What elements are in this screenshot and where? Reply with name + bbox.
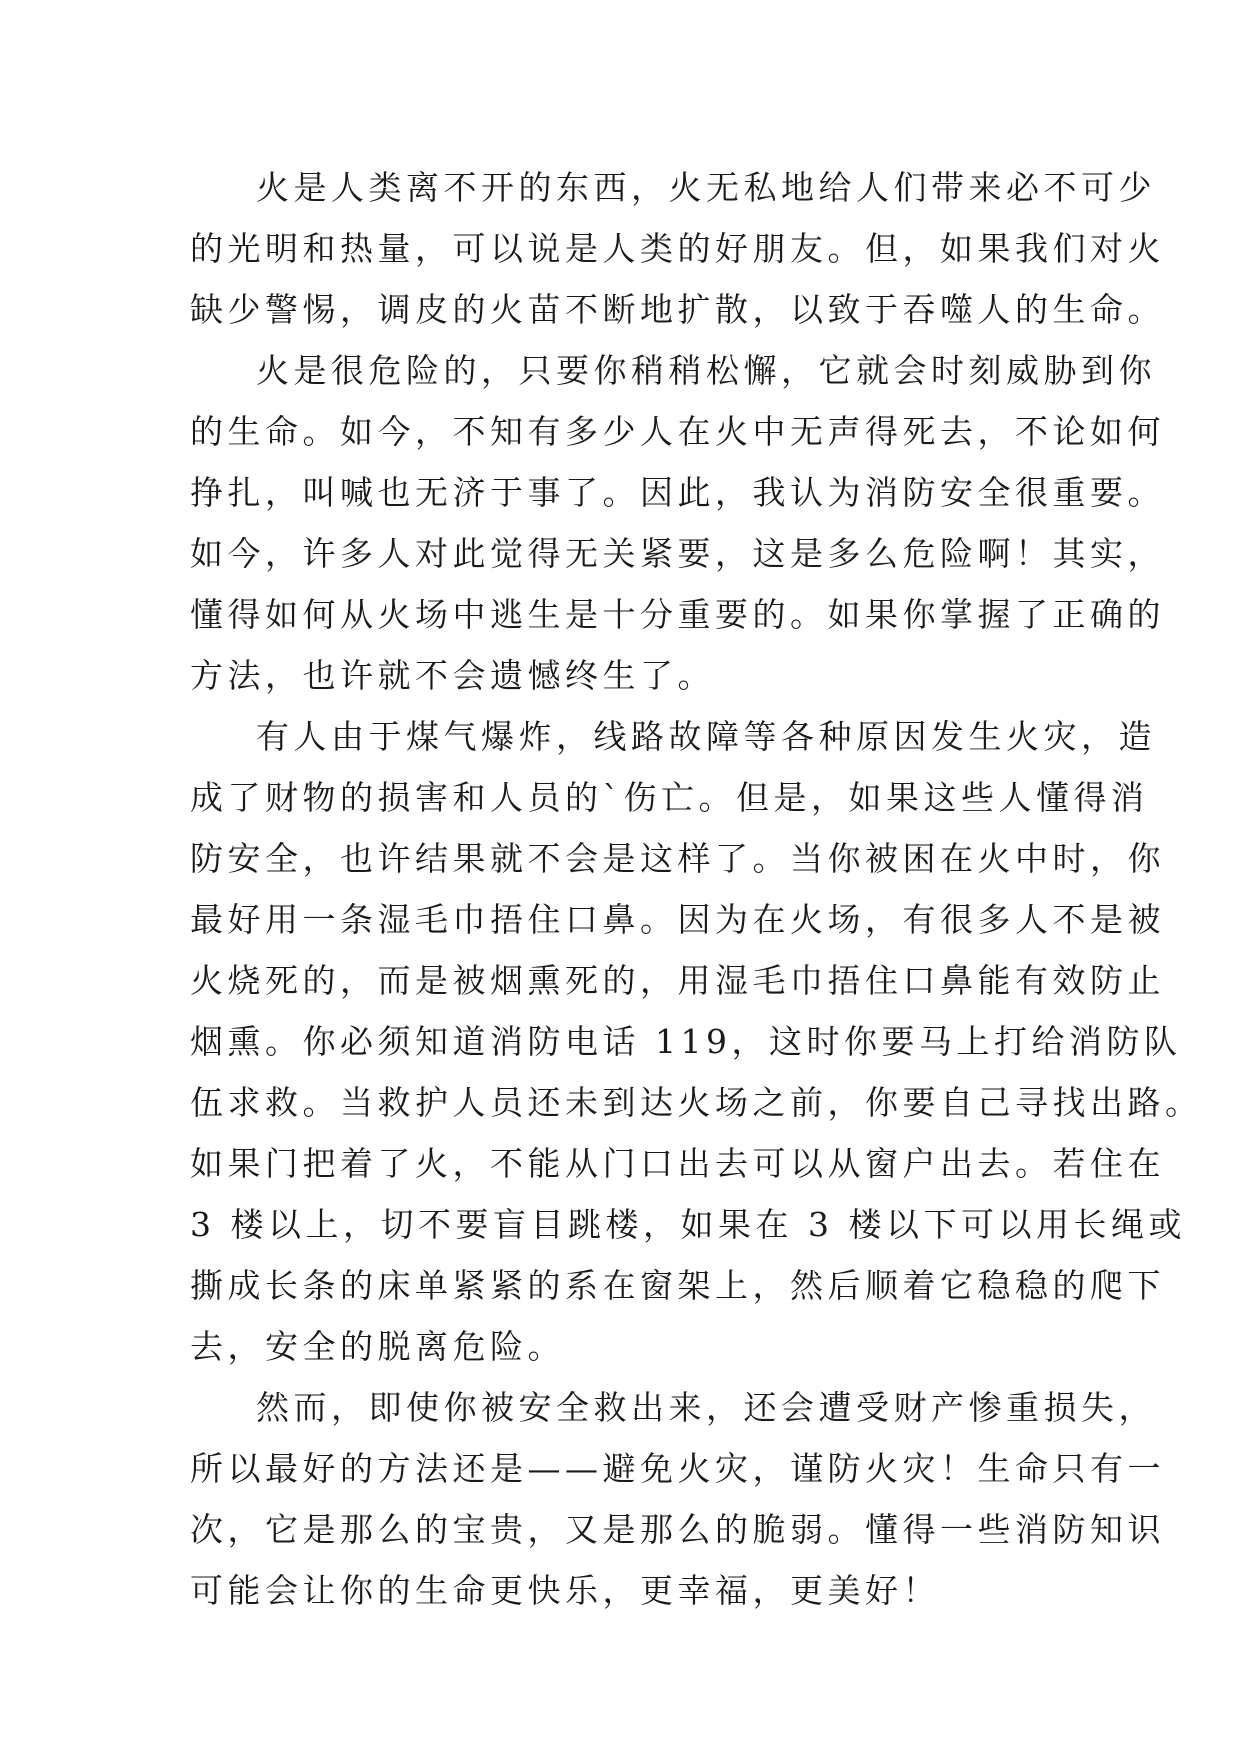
text-line: 成了财物的损害和人员的`伤亡。但是，如果这些人懂得消	[190, 778, 1149, 817]
essay-body	[190, 157, 1203, 1621]
paragraph-first-line: 火是很危险的，只要你稍稍松懈，它就会时刻威胁到你	[256, 351, 1156, 390]
text-line: 撕成长条的床单紧紧的系在窗架上，然后顺着它稳稳的爬下	[190, 1266, 1165, 1305]
text-line: 火烧死的，而是被烟熏死的，用湿毛巾捂住口鼻能有效防止	[190, 961, 1165, 1000]
paragraph-first-line: 有人由于煤气爆炸，线路故障等各种原因发生火灾，造	[256, 717, 1156, 756]
text-line: 伍求救。当救护人员还未到达火场之前，你要自己寻找出路。	[190, 1083, 1203, 1122]
paragraph-first-line: 火是人类离不开的东西，火无私地给人们带来必不可少	[256, 168, 1156, 207]
text-line: 如果门把着了火，不能从门口出去可以从窗户出去。若住在	[190, 1144, 1165, 1183]
text-line: 次，它是那么的宝贵，又是那么的脆弱。懂得一些消防知识	[190, 1510, 1165, 1549]
text-line: 方法，也许就不会遗憾终生了。	[190, 656, 715, 695]
text-line: 烟熏。你必须知道消防电话 119，这时你要马上打给消防队	[190, 1022, 1182, 1061]
text-line: 最好用一条湿毛巾捂住口鼻。因为在火场，有很多人不是被	[190, 900, 1165, 939]
text-line: 去，安全的脱离危险。	[190, 1327, 565, 1366]
text-line: 缺少警惕，调皮的火苗不断地扩散，以致于吞噬人的生命。	[190, 290, 1165, 329]
paragraph-first-line: 然而，即使你被安全救出来，还会遭受财产惨重损失，	[256, 1388, 1156, 1427]
text-line: 的生命。如今，不知有多少人在火中无声得死去，不论如何	[190, 412, 1165, 451]
text-line: 如今，许多人对此觉得无关紧要，这是多么危险啊！其实，	[190, 534, 1165, 573]
text-line: 防安全，也许结果就不会是这样了。当你被困在火中时，你	[190, 839, 1165, 878]
text-line: 懂得如何从火场中逃生是十分重要的。如果你掌握了正确的	[190, 595, 1165, 634]
text-line: 可能会让你的生命更快乐，更幸福，更美好！	[190, 1571, 940, 1610]
text-line: 3 楼以上，切不要盲目跳楼，如果在 3 楼以下可以用长绳或	[190, 1205, 1186, 1244]
text-line: 挣扎，叫喊也无济于事了。因此，我认为消防安全很重要。	[190, 473, 1165, 512]
text-line: 的光明和热量，可以说是人类的好朋友。但，如果我们对火	[190, 229, 1165, 268]
text-line: 所以最好的方法还是——避免火灾，谨防火灾！生命只有一	[190, 1449, 1165, 1488]
